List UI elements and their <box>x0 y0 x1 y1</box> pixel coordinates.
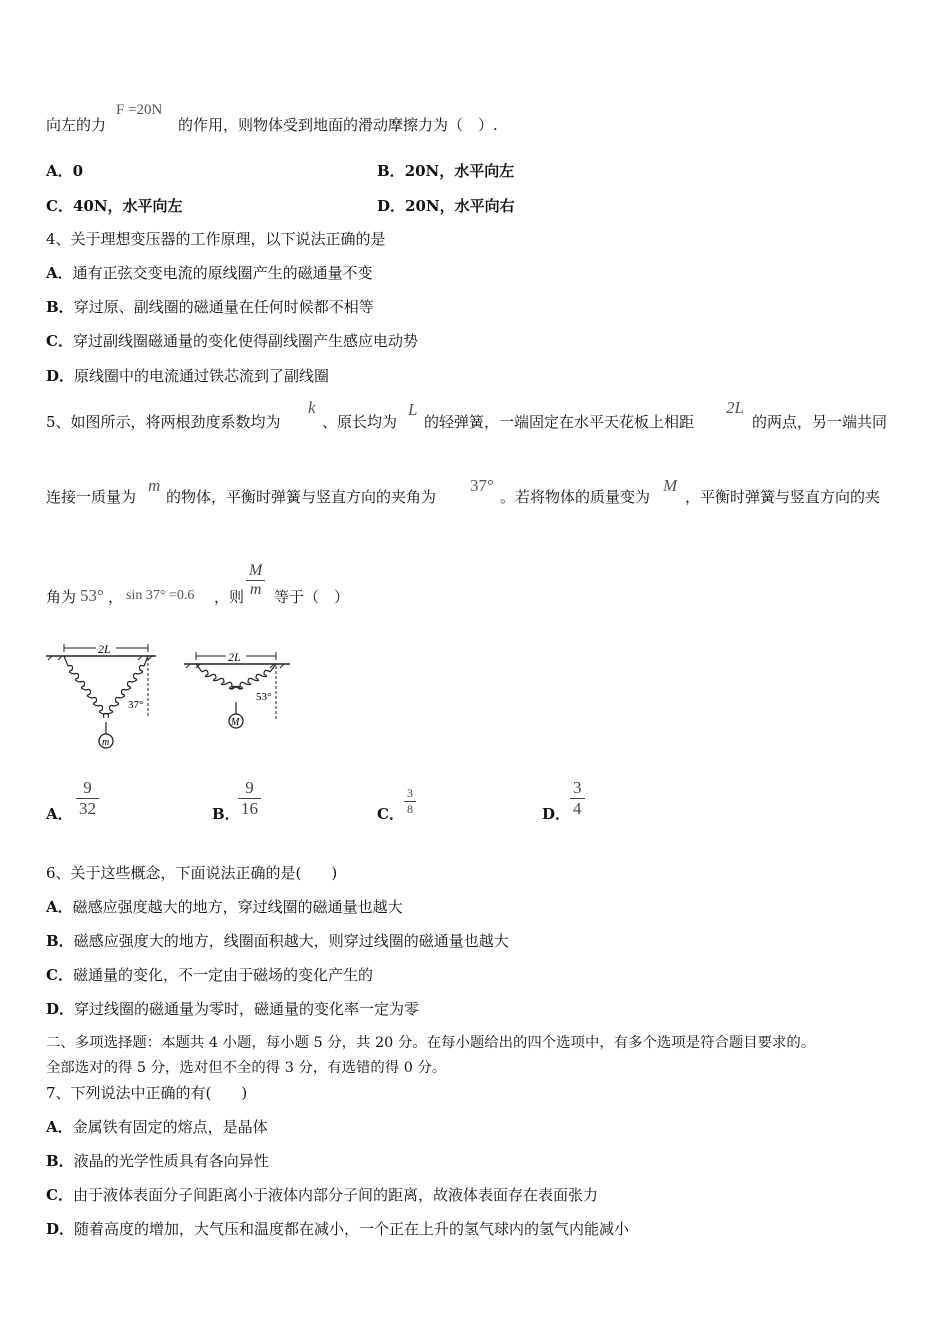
q5-option-b-value: $\frac{9}{16}$ <box>238 778 261 819</box>
right-angle-label: 53° <box>256 691 272 703</box>
q4-option-a: A．通有正弦交变电流的原线圈产生的磁通量不变 <box>46 264 373 282</box>
q5-L: L <box>408 400 418 419</box>
q5-angle2: 53° <box>80 586 104 605</box>
q5-line3-c: ，则 <box>214 588 245 606</box>
q5-line3-a: 角为 <box>46 588 77 606</box>
q5-line3-d: 等于（ ） <box>274 588 350 606</box>
q7-option-c: C．由于液体表面分子间距离小于液体内部分子间的距离，故液体表面存在表面张力 <box>46 1186 598 1204</box>
q5-option-a-label: A． <box>46 805 73 823</box>
q5-2L: 2L <box>726 398 744 417</box>
q5-ratio: $\frac{M}{m}$ <box>246 562 265 599</box>
q7-option-a: A．金属铁有固定的熔点，是晶体 <box>46 1118 268 1136</box>
q3-stem: 向左的力 <box>46 116 107 134</box>
section2-instructions-2: 全部选对的得 5 分，选对但不全的得 3 分，有选错的得 0 分。 <box>46 1060 447 1076</box>
q5-line1-d: 的两点，另一端共同 <box>752 413 888 431</box>
q5-line1-b: 、原长均为 <box>322 413 398 431</box>
q4-stem: 4、关于理想变压器的工作原理，以下说法正确的是 <box>46 230 386 248</box>
q3-option-b: B．20N，水平向左 <box>377 162 515 180</box>
q5-option-d-label: D． <box>542 805 571 823</box>
left-span-label: 2L <box>98 642 111 656</box>
left-diagram <box>46 642 156 748</box>
q3-stem-suffix: 的作用，则物体受到地面的滑动摩擦力为（ ）. <box>178 116 498 134</box>
q5-option-b-label: B． <box>212 805 240 823</box>
q5-line1-c: 的轻弹簧，一端固定在水平天花板上相距 <box>424 413 695 431</box>
q6-option-a: A．磁感应强度越大的地方，穿过线圈的磁通量也越大 <box>46 898 403 916</box>
q5-option-c-value: $\frac{3}{8}$ <box>404 786 416 817</box>
q7-stem: 7、下列说法中正确的有( ) <box>46 1084 248 1102</box>
q5-option-c-label: C． <box>377 805 404 823</box>
q5-line3-b: ， <box>108 588 124 606</box>
q5-m: m <box>148 476 161 495</box>
right-diagram <box>184 650 290 728</box>
q4-option-d: D．原线圈中的电流通过铁芯流到了副线圈 <box>46 367 330 385</box>
q5-line2-b: 的物体，平衡时弹簧与竖直方向的夹角为 <box>166 488 437 506</box>
q5-sin: sin 37° =0.6 <box>126 588 195 603</box>
left-mass-label: m <box>102 737 110 748</box>
q6-option-d: D．穿过线圈的磁通量为零时，磁通量的变化率一定为零 <box>46 1000 420 1018</box>
q5-line1-a: 5、如图所示，将两根劲度系数均为 <box>46 413 281 431</box>
right-mass-label: M <box>231 717 240 728</box>
q3-option-c: C．40N，水平向左 <box>46 197 183 215</box>
q3-option-d: D．20N，水平向右 <box>377 197 515 215</box>
q5-M: M <box>663 476 678 495</box>
q7-option-d: D．随着高度的增加，大气压和温度都在减小，一个正在上升的氢气球内的氢气内能减小 <box>46 1220 630 1238</box>
q7-option-b: B．液晶的光学性质具有各向异性 <box>46 1152 269 1170</box>
left-angle-label: 37° <box>128 699 144 711</box>
q5-line2-c: 。若将物体的质量变为 <box>500 488 651 506</box>
q6-option-b: B．磁感应强度大的地方，线圈面积越大，则穿过线圈的磁通量也越大 <box>46 932 509 950</box>
q6-stem: 6、关于这些概念，下面说法正确的是( ) <box>46 864 338 882</box>
q5-figure <box>44 640 304 760</box>
q5-line2-a: 连接一质量为 <box>46 488 137 506</box>
section2-instructions-1: 二、多项选择题：本题共 4 小题，每小题 5 分，共 20 分。在每小题给出的四个选项中，有多个选项是符合题目要求的。 <box>46 1035 816 1051</box>
q3-force: F =20N <box>116 102 163 118</box>
right-span-label: 2L <box>228 650 241 664</box>
q5-option-a-value: $\frac{9}{32}$ <box>76 778 99 819</box>
q5-k: k <box>308 398 316 417</box>
q5-option-d-value: $\frac{3}{4}$ <box>570 778 585 819</box>
q5-line2-d: ，平衡时弹簧与竖直方向的夹 <box>685 488 881 506</box>
q6-option-c: C．磁通量的变化，不一定由于磁场的变化产生的 <box>46 966 373 984</box>
q4-option-c: C．穿过副线圈磁通量的变化使得副线圈产生感应电动势 <box>46 332 418 350</box>
q3-option-a: A．0 <box>46 162 84 180</box>
q4-option-b: B．穿过原、副线圈的磁通量在任何时候都不相等 <box>46 298 374 316</box>
q5-angle1: 37° <box>470 476 494 495</box>
